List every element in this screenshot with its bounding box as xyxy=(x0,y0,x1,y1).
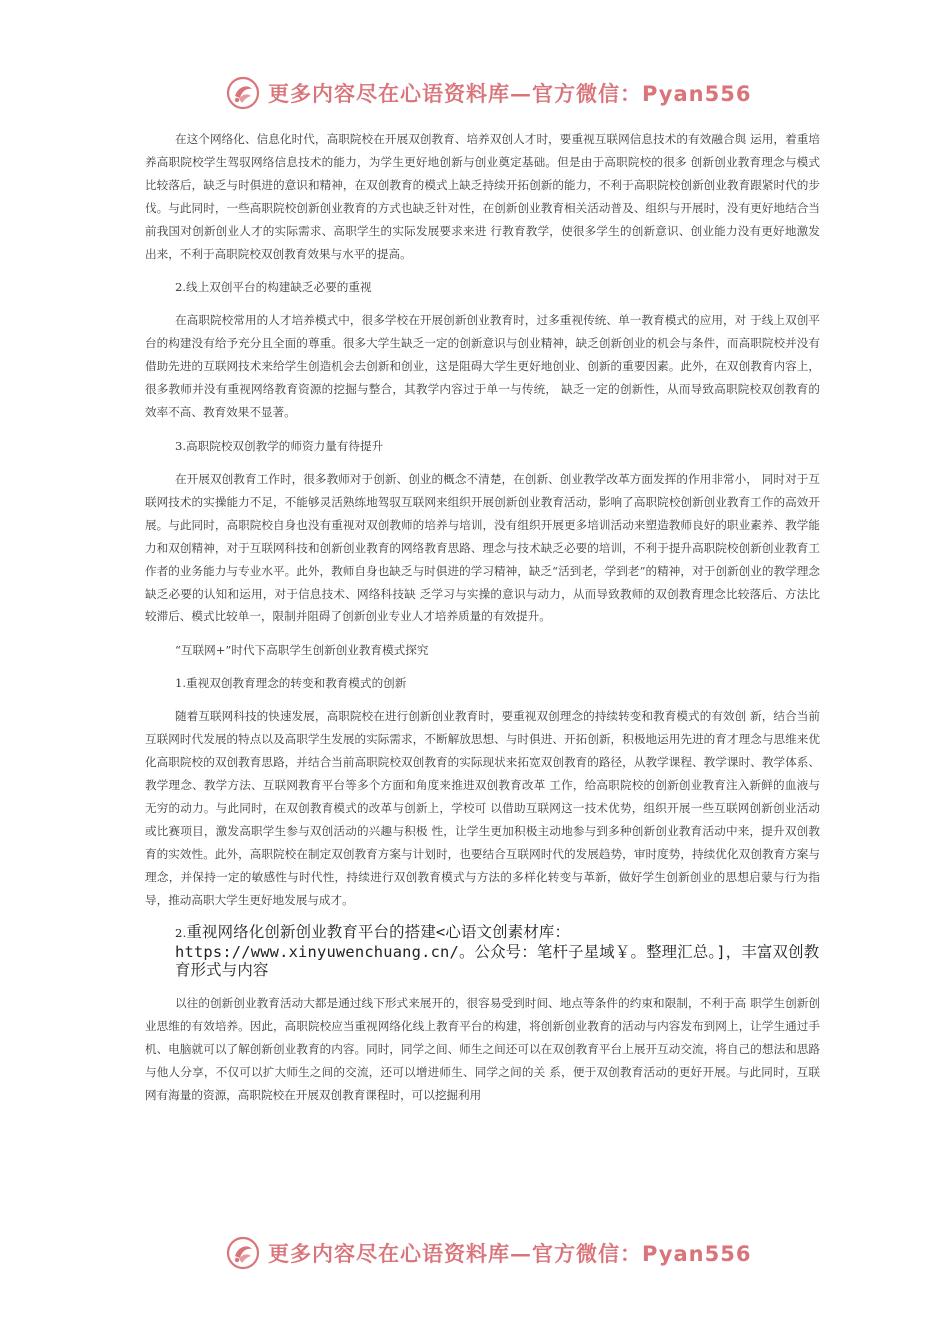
paragraph: 随着互联网科技的快速发展，高职院校在进行创新创业教育时，要重视双创理念的持续转变和教育模式的有效创 新，结合当前互联网时代发展的特点以及高职学生发展的实际需求，不断解放思想、与时俱进、开拓创新，积极地运用先进的育才理念与思维来优化高职院校的双创教育思路，并结合当前高职院校双创教育的实际现状来拓宽双创教育的路径，从教学课程、教学课时、教学体系、教学理念、教学方法、互联网教育平台等多个方面和角度来推进双创教育改革 工作，给高职院校的创新创业教育注入新鲜的血液与无穷的动力。与此同时，在双创教育模式的改革与创新上，学校可 以借助互联网这一技术优势，组织开展一些互联网创新创业活动或比赛项目，激发高职学生参与双创活动的兴趣与积极 性，让学生更加积极主动地参与到多种创新创业教育活动中来，提升双创教育的实效性。此外，高职院校在制定双创教育方案与计划时，也要结合互联网时代的发展趋势，审时度势，持续优化双创教育方案与理念，并保持一定的敏感性与时代性，持续进行双创教育模式与方法的多样化转变与革新，做好学生创新创业的思想启蒙与行为指导，推动高职大学生更好地发展与成才。 xyxy=(145,709,820,907)
section-heading: “互联网+”时代下高职学生创新创业教育模式探究 xyxy=(175,643,429,658)
paragraph: 以往的创新创业教育活动大都是通过线下形式来展开的，很容易受到时间、地点等条件的约束和限制，不利于高 职学生创新创业思维的有效培养。因此，高职院校应当重视网络化线上教育平台的构建，将创新创业教育的活动与内容发布到网上，让学生通过手机、电脑就可以了解创新创业教育的内容。同时，同学之间、师生之间还可以在双创教育平台上展开互动交流，将自己的想法和思路与他人分享，不仅可以扩大师生之间的交流，还可以增进师生、同学之间的关 系，便于双创教育活动的更好开展。与此同时，互联网有海量的资源，高职院校在开展双创教育课程时，可以挖掘利用 xyxy=(145,995,820,1102)
footer-banner xyxy=(226,1236,752,1270)
wechat-id: Pyan556 xyxy=(642,82,752,106)
flower-logo-icon xyxy=(226,76,260,110)
header-banner xyxy=(226,76,752,110)
subheading: 1.重视双创教育理念的转变和教育模式的创新 xyxy=(175,676,407,691)
paragraph: 在开展双创教育工作时，很多教师对于创新、创业的概念不清楚，在创新、创业教学改革方面发挥的作用非常小， 同时对于互联网技术的实操能力不足，不能够灵活熟练地驾驭互联网来组织开展创新创业教育活动，影响了高职院校创新创业教育工作的高效开展。与此同时，高职院校自身也没有重视对双创教师的培养与培训，没有组织开展更多培训活动来塑造教师良好的职业素养、教学能力和双创精神，对于互联网科技和创新创业教育的网络教育思路、理念与技术缺乏必要的培训，不利于提升高职院校创新创业教育工作者的业务能力与专业水平。此外，教师自身也缺乏与时俱进的学习精神，缺乏“活到老，学到老”的精神，对于创新创业的教学理念缺乏必要的认知和运用，对于信息技术、网络科技缺 乏学习与实操的意识与动力，从而导致教师的双创教育理念比较落后、方法比较滞后、模式比较单一，限制并阻碍了创新创业专业人才培养质量的有效提升。 xyxy=(145,471,820,624)
banner-text: 更多内容尽在心语资料库—官方微信：Pyan556 xyxy=(268,1241,752,1266)
wechat-id: Pyan556 xyxy=(642,1242,752,1266)
large-subheading: 2.重视网络化创新创业教育平台的搭建<心语文创素材库：https://www.xinyuwenchuang.cn/。公众号：笔杆子星域￥。整理汇总。]，丰富双创教育形式与内容 xyxy=(175,923,820,980)
flower-logo-icon xyxy=(226,1236,260,1270)
subheading: 2.线上双创平台的构建缺乏必要的重视 xyxy=(175,280,372,295)
banner-text: 更多内容尽在心语资料库—官方微信：Pyan556 xyxy=(268,81,752,106)
paragraph: 在这个网络化、信息化时代，高职院校在开展双创教育、培养双创人才时，要重视互联网信息技术的有效融合與 运用，着重培养高职院校学生驾驭网络信息技术的能力，为学生更好地创新与创业奠定基础。但是由于高职院校的很多 创新创业教育理念与模式比较落后，缺乏与时俱进的意识和精神，在双创教育的模式上缺乏持续开拓创新的能力，不利于高职院校创新创业教育跟紧时代的步伐。与此同时，一些高职院校创新创业教育的方式也缺乏针对性，在创新创业教育相关活动普及、组织与开展时，没有更好地结合当前我国对创新创业人才的实际需求、高职学生的实际发展要求来进 行教育教学，使很多学生的创新意识、创业能力没有更好地激发出来，不利于高职院校双创教育效果与水平的提高。 xyxy=(145,132,820,261)
paragraph: 在高职院校常用的人才培养模式中，很多学校在开展创新创业教育时，过多重视传统、单一教育模式的应用，对 于线上双创平台的构建没有给予充分且全面的尊重。很多大学生缺乏一定的创新意识与创业精神，缺乏创新创业的机会与条件，而高职院校并没有借助先进的互联网技术来给学生创造机会去创新和创业，这是阻碍大学生更好地创业、创新的重要因素。此外，在双创教育内容上，很多教师并没有重视网络教育资源的挖掘与整合，其教学内容过于单一与传统， 缺乏一定的创新性，从而导致高职院校双创教育的效率不高、教育效果不显著。 xyxy=(145,313,820,420)
subheading: 3.高职院校双创教学的师资力量有待提升 xyxy=(175,438,384,453)
article-body xyxy=(145,128,820,1107)
